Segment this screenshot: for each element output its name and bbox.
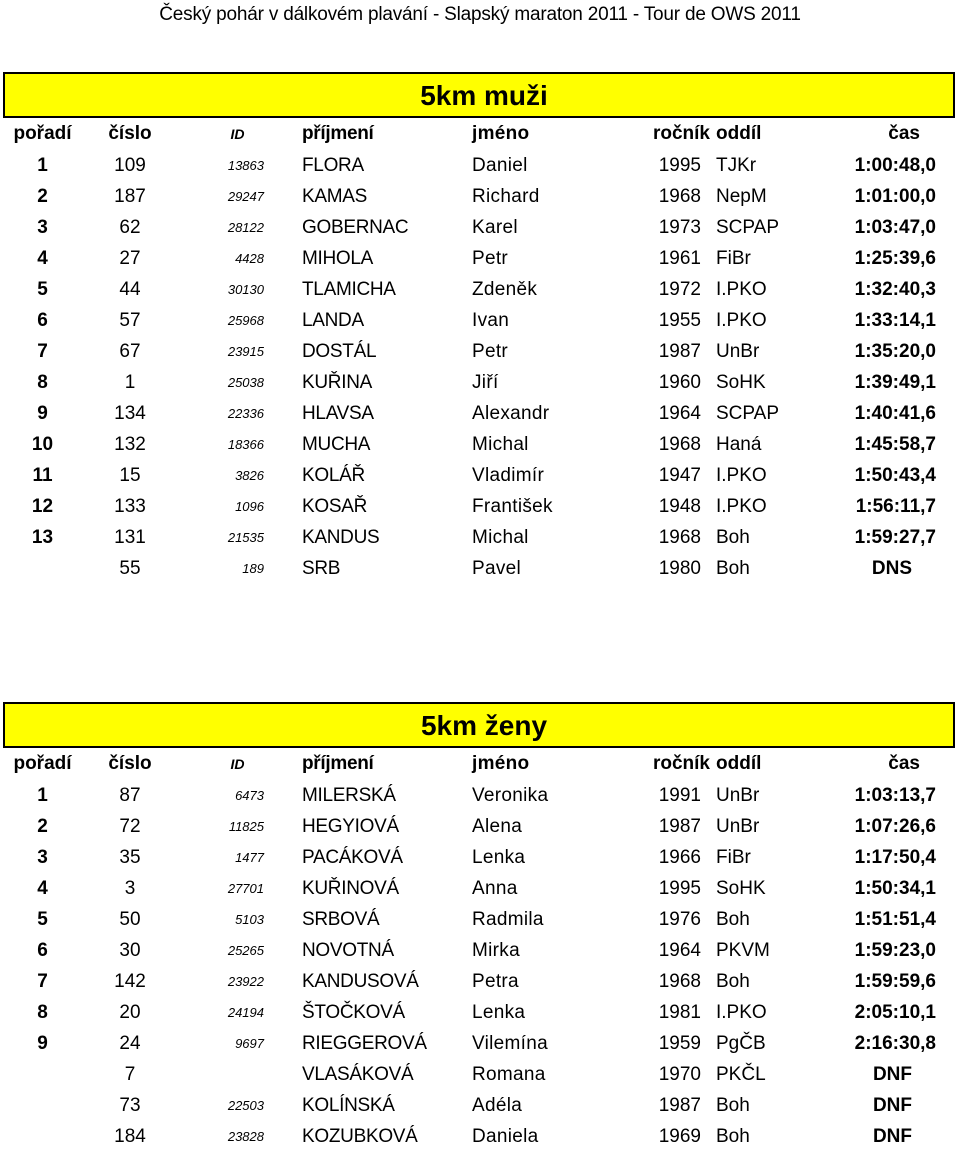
cell-club: UnBr bbox=[716, 815, 760, 837]
cell-position: 3 bbox=[37, 216, 48, 238]
cell-number: 134 bbox=[114, 402, 146, 424]
cell-firstname: Zdeněk bbox=[472, 278, 538, 300]
table-row bbox=[0, 780, 960, 811]
cell-surname: NOVOTNÁ bbox=[302, 939, 394, 961]
column-header-surname: příjmení bbox=[302, 123, 374, 144]
cell-firstname: Alena bbox=[472, 815, 523, 837]
cell-id: 5103 bbox=[235, 912, 264, 927]
cell-id: 189 bbox=[242, 561, 264, 576]
table-row bbox=[0, 873, 960, 904]
cell-firstname: Karel bbox=[472, 216, 518, 238]
cell-time: DNS bbox=[871, 557, 912, 579]
cell-year: 1947 bbox=[658, 464, 701, 486]
cell-time: 1:17:50,4 bbox=[854, 846, 936, 868]
cell-position: 4 bbox=[37, 877, 48, 899]
cell-time: 1:39:49,1 bbox=[854, 371, 936, 393]
cell-surname: HEGYIOVÁ bbox=[302, 815, 399, 837]
cell-year: 1968 bbox=[658, 526, 701, 548]
table-row bbox=[0, 274, 960, 305]
cell-club: FiBr bbox=[716, 247, 751, 269]
cell-firstname: Pavel bbox=[472, 557, 522, 579]
cell-id: 4428 bbox=[235, 251, 264, 266]
column-header-club: oddíl bbox=[716, 753, 762, 774]
cell-club: I.PKO bbox=[716, 309, 767, 331]
cell-time: 1:03:47,0 bbox=[854, 216, 936, 238]
cell-surname: FLORA bbox=[302, 154, 364, 176]
cell-number: 3 bbox=[124, 877, 136, 899]
table-row bbox=[0, 966, 960, 997]
cell-time: DNF bbox=[872, 1063, 912, 1085]
cell-surname: HLAVSA bbox=[302, 402, 374, 424]
cell-id: 22503 bbox=[227, 1098, 264, 1113]
cell-id: 13863 bbox=[227, 158, 264, 173]
cell-time: 1:01:00,0 bbox=[854, 185, 936, 207]
cell-surname: KOLÁŘ bbox=[302, 464, 365, 486]
cell-id: 25038 bbox=[227, 375, 264, 390]
cell-year: 1960 bbox=[658, 371, 701, 393]
table-row bbox=[0, 305, 960, 336]
cell-id: 25265 bbox=[227, 943, 264, 958]
cell-year: 1969 bbox=[658, 1125, 701, 1147]
cell-number: 57 bbox=[119, 309, 141, 331]
cell-year: 1968 bbox=[658, 970, 701, 992]
cell-firstname: Richard bbox=[472, 185, 540, 207]
table-row bbox=[0, 367, 960, 398]
column-header-club: oddíl bbox=[716, 123, 762, 144]
cell-position: 5 bbox=[37, 278, 48, 300]
cell-time: 1:50:34,1 bbox=[854, 877, 936, 899]
column-header-time: čas bbox=[888, 753, 920, 774]
cell-year: 1961 bbox=[658, 247, 701, 269]
cell-surname: ŠTOČKOVÁ bbox=[302, 1001, 405, 1023]
cell-year: 1995 bbox=[658, 877, 701, 899]
cell-year: 1972 bbox=[658, 278, 701, 300]
table-row bbox=[0, 491, 960, 522]
cell-time: 1:59:59,6 bbox=[854, 970, 936, 992]
cell-firstname: Radmila bbox=[472, 908, 544, 930]
cell-year: 1948 bbox=[658, 495, 701, 517]
women-5km-section bbox=[0, 702, 960, 1152]
cell-club: PKČL bbox=[716, 1063, 766, 1085]
column-header-time: čas bbox=[888, 123, 920, 144]
cell-time: 1:56:11,7 bbox=[855, 495, 936, 517]
cell-firstname: Petra bbox=[472, 970, 519, 992]
cell-position: 9 bbox=[37, 1032, 48, 1054]
cell-time: 1:50:43,4 bbox=[854, 464, 936, 486]
cell-position: 8 bbox=[37, 371, 48, 393]
column-header-firstname: jméno bbox=[472, 123, 530, 144]
cell-club: Boh bbox=[716, 1094, 750, 1116]
cell-club: SCPAP bbox=[716, 216, 780, 238]
cell-club: I.PKO bbox=[716, 464, 767, 486]
cell-club: Boh bbox=[716, 908, 750, 930]
cell-position: 11 bbox=[32, 464, 53, 486]
cell-number: 24 bbox=[119, 1032, 141, 1054]
cell-surname: KANDUS bbox=[302, 526, 380, 548]
cell-time: 1:03:13,7 bbox=[854, 784, 936, 806]
cell-position: 13 bbox=[31, 526, 54, 548]
table-row bbox=[0, 904, 960, 935]
cell-number: 27 bbox=[119, 247, 141, 269]
cell-surname: GOBERNAC bbox=[302, 216, 409, 238]
cell-club: PgČB bbox=[716, 1032, 766, 1054]
cell-time: 1:59:27,7 bbox=[854, 526, 936, 548]
cell-firstname: Lenka bbox=[472, 846, 526, 868]
table-row bbox=[0, 460, 960, 491]
cell-year: 1968 bbox=[658, 433, 701, 455]
column-header-firstname: jméno bbox=[472, 753, 530, 774]
cell-firstname: Anna bbox=[472, 877, 518, 899]
cell-position: 9 bbox=[37, 402, 48, 424]
cell-firstname: Petr bbox=[472, 247, 509, 269]
column-header-position: pořadí bbox=[13, 753, 72, 774]
cell-surname: PACÁKOVÁ bbox=[302, 846, 403, 868]
table-row bbox=[0, 181, 960, 212]
cell-surname: KOSAŘ bbox=[302, 495, 368, 517]
cell-id: 29247 bbox=[227, 189, 264, 204]
cell-year: 1987 bbox=[658, 340, 701, 362]
cell-number: 7 bbox=[124, 1063, 136, 1085]
cell-firstname: Romana bbox=[472, 1063, 546, 1085]
cell-id: 23922 bbox=[227, 974, 264, 989]
cell-firstname: Michal bbox=[472, 526, 529, 548]
cell-number: 15 bbox=[119, 464, 141, 486]
cell-year: 1987 bbox=[658, 1094, 701, 1116]
cell-year: 1995 bbox=[658, 154, 701, 176]
cell-surname: SRBOVÁ bbox=[302, 908, 380, 930]
results-table-men bbox=[0, 118, 960, 584]
cell-surname: KOZUBKOVÁ bbox=[302, 1125, 418, 1147]
cell-id: 6473 bbox=[235, 788, 264, 803]
cell-club: Haná bbox=[716, 433, 762, 455]
cell-surname: KUŘINOVÁ bbox=[302, 877, 399, 899]
table-row bbox=[0, 1121, 960, 1152]
cell-time: 2:05:10,1 bbox=[854, 1001, 936, 1023]
cell-time: 1:59:23,0 bbox=[854, 939, 936, 961]
cell-number: 109 bbox=[114, 154, 146, 176]
cell-id: 22336 bbox=[227, 406, 264, 421]
cell-number: 87 bbox=[119, 784, 141, 806]
cell-firstname: Veronika bbox=[472, 784, 549, 806]
cell-position: 2 bbox=[37, 185, 48, 207]
cell-position: 10 bbox=[31, 433, 54, 455]
cell-surname: KANDUSOVÁ bbox=[302, 970, 419, 992]
cell-year: 1966 bbox=[658, 846, 701, 868]
cell-id: 3826 bbox=[235, 468, 264, 483]
cell-position bbox=[0, 1059, 85, 1090]
cell-id: 11825 bbox=[228, 819, 264, 834]
cell-number: 187 bbox=[114, 185, 146, 207]
cell-position: 2 bbox=[37, 815, 48, 837]
cell-id: 9697 bbox=[235, 1036, 264, 1051]
cell-club: I.PKO bbox=[716, 1001, 767, 1023]
results-table-women bbox=[0, 748, 960, 1152]
cell-number: 44 bbox=[119, 278, 141, 300]
cell-position bbox=[0, 1090, 85, 1121]
cell-time: DNF bbox=[872, 1125, 912, 1147]
cell-year: 1987 bbox=[658, 815, 701, 837]
cell-year: 1980 bbox=[658, 557, 701, 579]
cell-id bbox=[175, 1059, 300, 1090]
table-row bbox=[0, 1028, 960, 1059]
cell-year: 1970 bbox=[658, 1063, 701, 1085]
table-row bbox=[0, 522, 960, 553]
cell-year: 1968 bbox=[658, 185, 701, 207]
cell-number: 142 bbox=[114, 970, 146, 992]
cell-firstname: Lenka bbox=[472, 1001, 526, 1023]
cell-firstname: Adéla bbox=[472, 1094, 523, 1116]
page-title: Český pohár v dálkovém plavání - Slapský maraton 2011 - Tour de OWS 2011 bbox=[159, 4, 801, 25]
cell-id: 28122 bbox=[227, 220, 264, 235]
cell-time: 1:40:41,6 bbox=[854, 402, 936, 424]
cell-firstname: Michal bbox=[472, 433, 529, 455]
cell-firstname: Daniel bbox=[472, 154, 528, 176]
column-header-year: ročník bbox=[652, 753, 710, 774]
cell-surname: MUCHA bbox=[302, 433, 371, 455]
cell-number: 184 bbox=[114, 1125, 146, 1147]
cell-club: I.PKO bbox=[716, 495, 767, 517]
table-row bbox=[0, 1059, 960, 1090]
cell-surname: KUŘINA bbox=[302, 371, 372, 393]
cell-position: 7 bbox=[37, 340, 48, 362]
cell-id: 27701 bbox=[227, 881, 264, 896]
table-row bbox=[0, 935, 960, 966]
cell-number: 55 bbox=[119, 557, 141, 579]
cell-id: 18366 bbox=[227, 437, 264, 452]
column-header-position: pořadí bbox=[13, 123, 72, 144]
cell-firstname: Ivan bbox=[472, 309, 510, 331]
cell-time: 1:51:51,4 bbox=[854, 908, 936, 930]
cell-club: Boh bbox=[716, 526, 750, 548]
cell-year: 1964 bbox=[658, 939, 701, 961]
cell-time: 1:45:58,7 bbox=[854, 433, 936, 455]
cell-position: 1 bbox=[37, 154, 48, 176]
table-row bbox=[0, 243, 960, 274]
cell-position: 7 bbox=[37, 970, 48, 992]
cell-surname: KOLÍNSKÁ bbox=[302, 1094, 395, 1116]
cell-firstname: Vilemína bbox=[472, 1032, 548, 1054]
cell-firstname: Daniela bbox=[472, 1125, 539, 1147]
cell-surname: MILERSKÁ bbox=[302, 784, 396, 806]
cell-number: 133 bbox=[114, 495, 146, 517]
column-header-number: číslo bbox=[108, 753, 152, 774]
cell-position bbox=[0, 553, 85, 584]
cell-firstname: František bbox=[472, 495, 553, 517]
table-row bbox=[0, 212, 960, 243]
cell-firstname: Jiří bbox=[472, 371, 499, 393]
table-header-row bbox=[0, 748, 960, 780]
cell-id: 23828 bbox=[227, 1129, 264, 1144]
cell-surname: TLAMICHA bbox=[302, 278, 396, 300]
cell-club: UnBr bbox=[716, 784, 760, 806]
cell-firstname: Vladimír bbox=[472, 464, 545, 486]
cell-id: 24194 bbox=[227, 1005, 264, 1020]
cell-position: 6 bbox=[37, 309, 48, 331]
cell-year: 1964 bbox=[658, 402, 701, 424]
cell-number: 67 bbox=[119, 340, 141, 362]
cell-surname: KAMAS bbox=[302, 185, 368, 207]
table-header-row bbox=[0, 118, 960, 150]
table-row bbox=[0, 398, 960, 429]
cell-position: 1 bbox=[37, 784, 48, 806]
cell-firstname: Alexandr bbox=[472, 402, 550, 424]
cell-year: 1976 bbox=[658, 908, 701, 930]
column-header-year: ročník bbox=[652, 123, 710, 144]
cell-time: 1:25:39,6 bbox=[854, 247, 936, 269]
cell-club: I.PKO bbox=[716, 278, 767, 300]
table-row bbox=[0, 997, 960, 1028]
cell-number: 50 bbox=[119, 908, 141, 930]
cell-id: 23915 bbox=[227, 344, 264, 359]
cell-position: 8 bbox=[37, 1001, 48, 1023]
cell-club: TJKr bbox=[716, 154, 757, 176]
cell-year: 1955 bbox=[658, 309, 701, 331]
cell-number: 131 bbox=[114, 526, 146, 548]
cell-surname: RIEGGEROVÁ bbox=[302, 1032, 427, 1054]
cell-club: SoHK bbox=[716, 371, 766, 393]
cell-club: PKVM bbox=[716, 939, 770, 961]
cell-club: NepM bbox=[716, 185, 767, 207]
cell-id: 25968 bbox=[227, 313, 264, 328]
cell-number: 20 bbox=[119, 1001, 141, 1023]
cell-position: 12 bbox=[31, 495, 54, 517]
column-header-number: číslo bbox=[108, 123, 152, 144]
cell-club: SoHK bbox=[716, 877, 766, 899]
cell-year: 1973 bbox=[658, 216, 701, 238]
table-row bbox=[0, 553, 960, 584]
cell-position: 6 bbox=[37, 939, 48, 961]
cell-number: 73 bbox=[119, 1094, 141, 1116]
cell-id: 30130 bbox=[227, 282, 264, 297]
column-header-surname: příjmení bbox=[302, 753, 374, 774]
cell-number: 132 bbox=[114, 433, 146, 455]
cell-firstname: Mirka bbox=[472, 939, 520, 961]
table-row bbox=[0, 811, 960, 842]
cell-time: 1:32:40,3 bbox=[854, 278, 936, 300]
cell-time: 2:16:30,8 bbox=[854, 1032, 936, 1054]
cell-number: 1 bbox=[124, 371, 136, 393]
column-header-id: ID bbox=[230, 126, 245, 142]
cell-position: 5 bbox=[37, 908, 48, 930]
cell-year: 1959 bbox=[658, 1032, 701, 1054]
table-row bbox=[0, 1090, 960, 1121]
cell-position: 3 bbox=[37, 846, 48, 868]
table-row bbox=[0, 429, 960, 460]
section-banner-men: 5km muži bbox=[3, 72, 955, 118]
cell-time: 1:00:48,0 bbox=[854, 154, 936, 176]
cell-year: 1981 bbox=[658, 1001, 701, 1023]
cell-number: 62 bbox=[119, 216, 141, 238]
cell-id: 21535 bbox=[227, 530, 264, 545]
cell-time: 1:33:14,1 bbox=[854, 309, 936, 331]
cell-time: DNF bbox=[872, 1094, 912, 1116]
cell-club: Boh bbox=[716, 1125, 750, 1147]
cell-id: 1477 bbox=[235, 850, 264, 865]
cell-number: 72 bbox=[119, 815, 141, 837]
cell-surname: MIHOLA bbox=[302, 247, 374, 269]
cell-club: Boh bbox=[716, 557, 750, 579]
cell-firstname: Petr bbox=[472, 340, 509, 362]
cell-surname: DOSTÁL bbox=[302, 340, 377, 362]
table-row bbox=[0, 150, 960, 181]
cell-time: 1:07:26,6 bbox=[854, 815, 936, 837]
column-header-id: ID bbox=[230, 756, 245, 772]
cell-club: Boh bbox=[716, 970, 750, 992]
section-banner-women: 5km ženy bbox=[3, 702, 955, 748]
cell-surname: SRB bbox=[302, 557, 341, 579]
cell-time: 1:35:20,0 bbox=[854, 340, 936, 362]
cell-position: 4 bbox=[37, 247, 48, 269]
cell-club: SCPAP bbox=[716, 402, 780, 424]
cell-surname: VLASÁKOVÁ bbox=[302, 1063, 414, 1085]
cell-position bbox=[0, 1121, 85, 1152]
cell-club: UnBr bbox=[716, 340, 760, 362]
cell-year: 1991 bbox=[658, 784, 701, 806]
cell-number: 35 bbox=[119, 846, 141, 868]
cell-number: 30 bbox=[119, 939, 141, 961]
men-5km-section bbox=[0, 72, 960, 584]
cell-id: 1096 bbox=[235, 499, 264, 514]
cell-club: FiBr bbox=[716, 846, 751, 868]
cell-surname: LANDA bbox=[302, 309, 364, 331]
table-row bbox=[0, 842, 960, 873]
table-row bbox=[0, 336, 960, 367]
